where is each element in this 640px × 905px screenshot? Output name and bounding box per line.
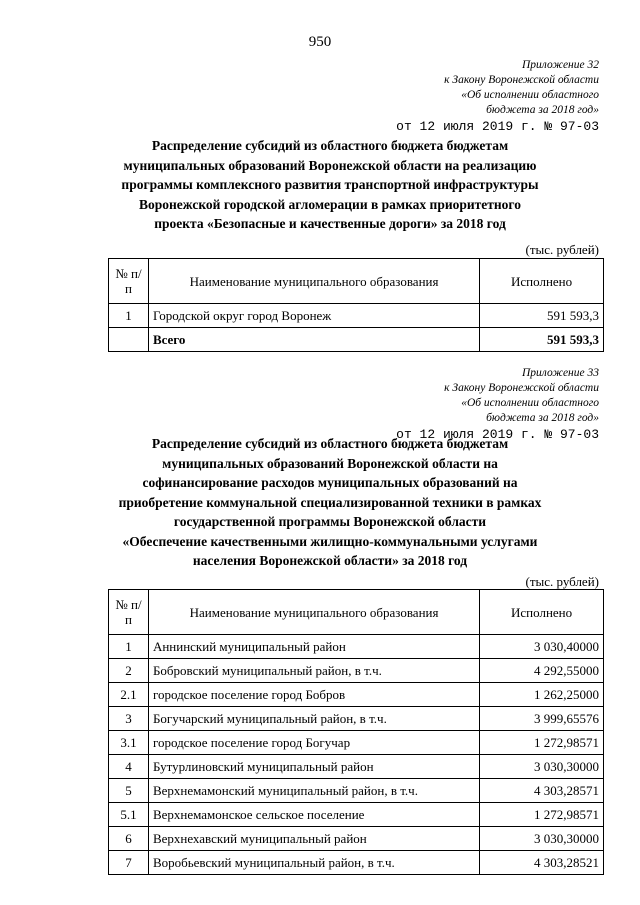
table-row [109, 683, 604, 707]
table-32-heading [60, 136, 600, 234]
heading-line: проекта «Безопасные и качественные дороги» за 2018 год [154, 216, 506, 231]
table-row [109, 851, 604, 875]
table-row [109, 659, 604, 683]
column-header-name: Наименование муниципального образования [148, 590, 479, 635]
table-row [109, 827, 604, 851]
column-header-num: № п/п [109, 259, 149, 304]
appendix-law-line: к Закону Воронежской области [444, 382, 599, 394]
appendix-33-header [396, 366, 599, 443]
row-name: Верхнемамонский муниципальный район, в т.ч. [148, 779, 479, 803]
row-num [109, 328, 149, 352]
heading-line: софинансирование расходов муниципальных образований на [142, 475, 518, 490]
row-name: Верхнехавский муниципальный район [148, 827, 479, 851]
units-label: (тыс. рублей) [525, 242, 599, 257]
row-name: Аннинский муниципальный район [148, 635, 479, 659]
row-num: 1 [109, 635, 149, 659]
row-value: 1 262,25000 [480, 683, 604, 707]
units-label: (тыс. рублей) [525, 574, 599, 589]
appendix-32-header [396, 58, 599, 135]
appendix-date: от 12 июля 2019 г. № 97-03 [396, 119, 599, 134]
row-num: 1 [109, 304, 149, 328]
column-header-name: Наименование муниципального образования [148, 259, 479, 304]
appendix-law-line: бюджета за 2018 год» [486, 412, 599, 424]
table-header-row [109, 590, 604, 635]
row-num: 7 [109, 851, 149, 875]
heading-line: государственной программы Воронежской области [173, 514, 487, 529]
appendix-date: от 12 июля 2019 г. № 97-03 [396, 427, 599, 442]
row-value: 4 292,55000 [480, 659, 604, 683]
heading-line: населения Воронежской области» за 2018 год [192, 553, 468, 568]
total-label: Всего [148, 328, 479, 352]
heading-line: муниципальных образований Воронежской области на реализацию [123, 157, 537, 173]
row-name: городское поселение город Бобров [148, 683, 479, 707]
appendix-title: Приложение 33 [521, 367, 599, 379]
heading-line: Воронежской городской агломерации в рамках приоритетного [139, 196, 521, 212]
table-row [109, 803, 604, 827]
row-name: Городской округ город Воронеж [148, 304, 479, 328]
appendix-law-line: «Об исполнении областного [461, 89, 599, 101]
appendix-title: Приложение 32 [521, 59, 599, 71]
row-num: 3 [109, 707, 149, 731]
total-value: 591 593,3 [480, 328, 604, 352]
row-name: Бутурлиновский муниципальный район [148, 755, 479, 779]
row-value: 591 593,3 [480, 304, 604, 328]
row-value: 3 030,30000 [480, 755, 604, 779]
row-name: Воробьевский муниципальный район, в т.ч. [148, 851, 479, 875]
row-num: 3.1 [109, 731, 149, 755]
row-value: 4 303,28521 [480, 851, 604, 875]
row-name: Богучарский муниципальный район, в т.ч. [148, 707, 479, 731]
row-value: 3 999,65576 [480, 707, 604, 731]
page-number: 950 [308, 34, 332, 50]
heading-line: Распределение субсидий из областного бюджета бюджетам [151, 138, 509, 153]
row-num: 5 [109, 779, 149, 803]
heading-line: приобретение коммунальной специализированной техники в рамках [118, 494, 542, 510]
row-num: 2.1 [109, 683, 149, 707]
table-row [109, 779, 604, 803]
column-header-value: Исполнено [480, 590, 604, 635]
heading-line: муниципальных образований Воронежской области на [162, 455, 498, 471]
row-value: 3 030,30000 [480, 827, 604, 851]
heading-line: программы комплексного развития транспортной инфраструктуры [121, 177, 539, 192]
heading-line: «Обеспечение качественными жилищно-коммунальными услугами [122, 533, 538, 549]
row-num: 4 [109, 755, 149, 779]
row-name: городское поселение город Богучар [148, 731, 479, 755]
row-value: 4 303,28571 [480, 779, 604, 803]
table-33-heading [60, 434, 600, 571]
table-33 [108, 589, 604, 875]
row-name: Бобровский муниципальный район, в т.ч. [148, 659, 479, 683]
row-num: 6 [109, 827, 149, 851]
column-header-value: Исполнено [480, 259, 604, 304]
table-header-row [109, 259, 604, 304]
appendix-law-line: «Об исполнении областного [461, 397, 599, 409]
column-header-num: № п/п [109, 590, 149, 635]
table-row [109, 731, 604, 755]
total-row [109, 328, 604, 352]
table-32 [108, 258, 604, 352]
row-num: 2 [109, 659, 149, 683]
table-row [109, 755, 604, 779]
row-value: 3 030,40000 [480, 635, 604, 659]
row-value: 1 272,98571 [480, 803, 604, 827]
table-row [109, 304, 604, 328]
row-name: Верхнемамонское сельское поселение [148, 803, 479, 827]
table-row [109, 635, 604, 659]
row-value: 1 272,98571 [480, 731, 604, 755]
appendix-law-line: бюджета за 2018 год» [486, 104, 599, 116]
heading-line: Распределение субсидий из областного бюджета бюджетам [151, 436, 509, 451]
row-num: 5.1 [109, 803, 149, 827]
appendix-law-line: к Закону Воронежской области [444, 74, 599, 86]
table-row [109, 707, 604, 731]
